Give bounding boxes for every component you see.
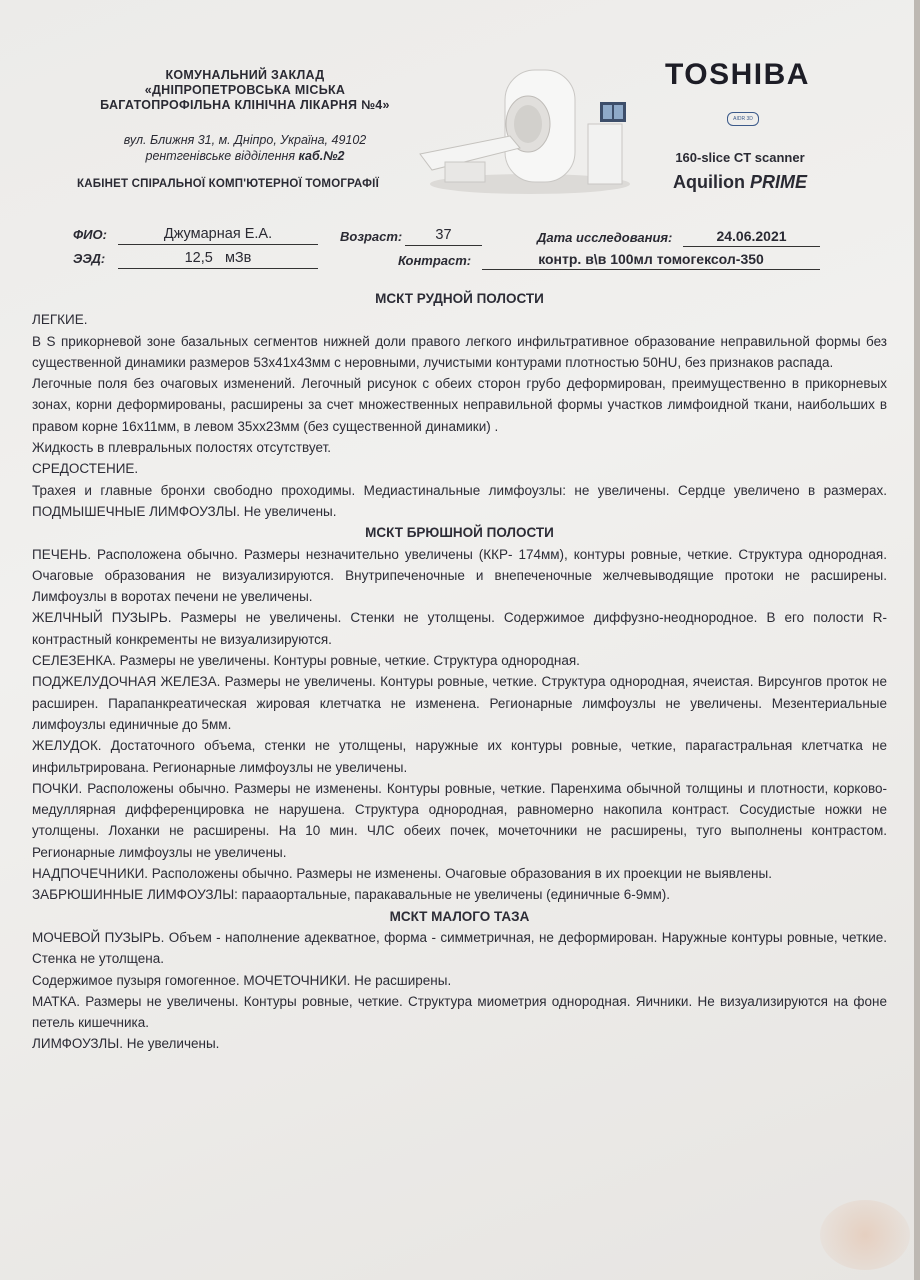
report-paragraph: ЖЕЛУДОК. Достаточного объема, стенки не утолщены, наружные их контуры ровные, четкие, парагастральная клетчатка не инфильтрирована. Регионарные лимфоузлы не увеличены. [32,738,887,775]
hospital-name [95,68,395,113]
toshiba-logo: TOSHIBA [665,58,810,91]
report-paragraph: МОЧЕВОЙ ПУЗЫРЬ. Объем - наполнение адекватное, форма - симметричная, не деформирован. Наружные контуры ровные, четкие. Стенка не утолщена. [32,929,887,967]
hospital-line: КОМУНАЛЬНИЙ ЗАКЛАД [165,68,325,82]
report-paragraph: Содержимое пузыря гомогенное. МОЧЕТОЧНИКИ. Не расширены. [32,972,452,988]
report-paragraph: ЗАБРЮШИННЫЕ ЛИМФОУЗЛЫ: парааортальные, паракавальные не увеличены (единичные 6-9мм). [32,887,671,903]
report-paragraph: Жидкость в плевральных полостях отсутствует. [32,440,332,456]
model-suffix: PRIME [749,172,807,192]
report-paragraph: СРЕДОСТЕНИЕ. [32,461,139,477]
report-paragraph: ЖЕЛЧНЫЙ ПУЗЫРЬ. Размеры не увеличены. Стенки не утолщены. Содержимое диффузно-неоднородное. В его полости R-контрастный конкременты не визуализируются. [32,610,887,647]
exam-date: 24.06.2021 [683,228,820,247]
department-line [95,148,395,164]
room: каб.№2 [298,149,345,163]
report-paragraph: ПОЧКИ. Расположены обычно. Размеры не изменены. Контуры ровные, четкие. Паренхима обычной толщины и плотности, корково-медуллярная дифференцировка не нарушена. Структура однородная, равномерно накопила контраст. Сосудистые ножки не утолщены. Лоханки не расширены. На 10 мин. ЧЛС обеих почек, мочеточники не расширены, туго выполнены контрастом. Регионарные лимфоузлы не увеличены. [32,780,887,860]
contrast-label: Контраст: [398,253,472,268]
cabinet-title: КАБІНЕТ СПІРАЛЬНОЇ КОМП'ЮТЕРНОЇ ТОМОГРАФІЇ [77,178,379,190]
section-heading: МСКТ БРЮШНОЙ ПОЛОСТИ [365,525,554,541]
scanner-type: 160-slice CT scanner [675,150,805,165]
dose-unit: мЗв [224,250,252,266]
report-paragraph: ЛИМФОУЗЛЫ. Не увеличены. [32,1036,220,1052]
contrast-value: контр. в\в 100мл томогексол-350 [482,251,820,270]
page-edge [914,0,920,1280]
report-paragraph: ПОДЖЕЛУДОЧНАЯ ЖЕЛЕЗА. Размеры не увеличены. Контуры ровные, четкие. Структура однородная, ячеистая. Вирсунгов проток не расширен. Парапанкреатическая жировая клетчатка не изменена. Регионарные лимфоузлы не увеличены. Мезентериальные лимфоузлы единичные до 5мм. [32,674,887,732]
patient-age: 37 [405,227,482,246]
name-label: ФИО: [73,227,107,242]
aidr-badge: AIDR 3D [727,112,759,126]
report-paragraph: НАДПОЧЕЧНИКИ. Расположены обычно. Размеры не изменены. Очаговые образования в их проекции не выявлены. [32,866,772,882]
patient-name: Джумарная Е.А. [118,226,318,245]
dose-label: ЭЭД: [73,251,106,266]
hospital-line: «ДНІПРОПЕТРОВСЬКА МІСЬКА [144,83,346,97]
model-name: Aquilion [672,172,745,192]
date-label: Дата исследования: [537,230,673,245]
report-paragraph: Легочные поля без очаговых изменений. Легочный рисунок с обеих сторон грубо деформирован, преимущественно в прикорневых зонах, корни деформированы, расширены за счет множественных неправильной формы участков лимфоидной ткани, наибольших в правом корне 16х11мм, в левом 35хх23мм (без существенной динамики) . [32,376,887,434]
report-paragraph: ПЕЧЕНЬ. Расположена обычно. Размеры незначительно увеличены (ККР- 174мм), контуры ровные, четкие. Структура однородная. Очаговые образования не визуализируются. Внутрипеченочные и внепеченочные желчевыводящие протоки не расширены. Лимфоузлы в воротах печени не увеличены. [32,546,887,605]
paper-stain [820,1200,910,1270]
report-body [32,288,887,1055]
report-paragraph: Трахея и главные бронхи свободно проходимы. Медиастинальные лимфоузлы: не увеличены. Сердце увеличено в размерах. ПОДМЫШЕЧНЫЕ ЛИМФОУЗЛЫ. Не увеличены. [32,482,887,519]
dose-field [118,250,318,269]
section-heading: МСКТ МАЛОГО ТАЗА [389,908,530,924]
department: рентгенівське відділення [145,149,296,163]
report-paragraph: МАТКА. Размеры не увеличены. Контуры ровные, четкие. Структура миометрия однородная. Яичники. Не визуализируются на фоне петель кишечника. [32,993,887,1031]
dose-value: 12,5 [184,250,213,266]
age-label: Возраст: [340,229,403,244]
address-line: вул. Ближня 31, м. Дніпро, Україна, 49102 [123,133,367,147]
report-paragraph: ЛЕГКИЕ. [32,312,88,328]
hospital-address [95,132,395,164]
ct-scanner-image [410,62,640,197]
scanner-model [660,172,820,193]
report-paragraph: В S прикорневой зоне базальных сегментов нижней доли правого легкого инфильтративное образование неправильной формы без существенной динамики размеров 53х41х43мм с неровными, лучистыми контурами плотностью 50HU, без признаков распада. [32,333,887,370]
report-paragraph: СЕЛЕЗЕНКА. Размеры не увеличены. Контуры ровные, четкие. Структура однородная. [32,653,580,669]
section-heading: МСКТ РУДНОЙ ПОЛОСТИ [375,291,544,306]
hospital-line: БАГАТОПРОФІЛЬНА КЛІНІЧНА ЛІКАРНЯ №4» [100,98,390,112]
